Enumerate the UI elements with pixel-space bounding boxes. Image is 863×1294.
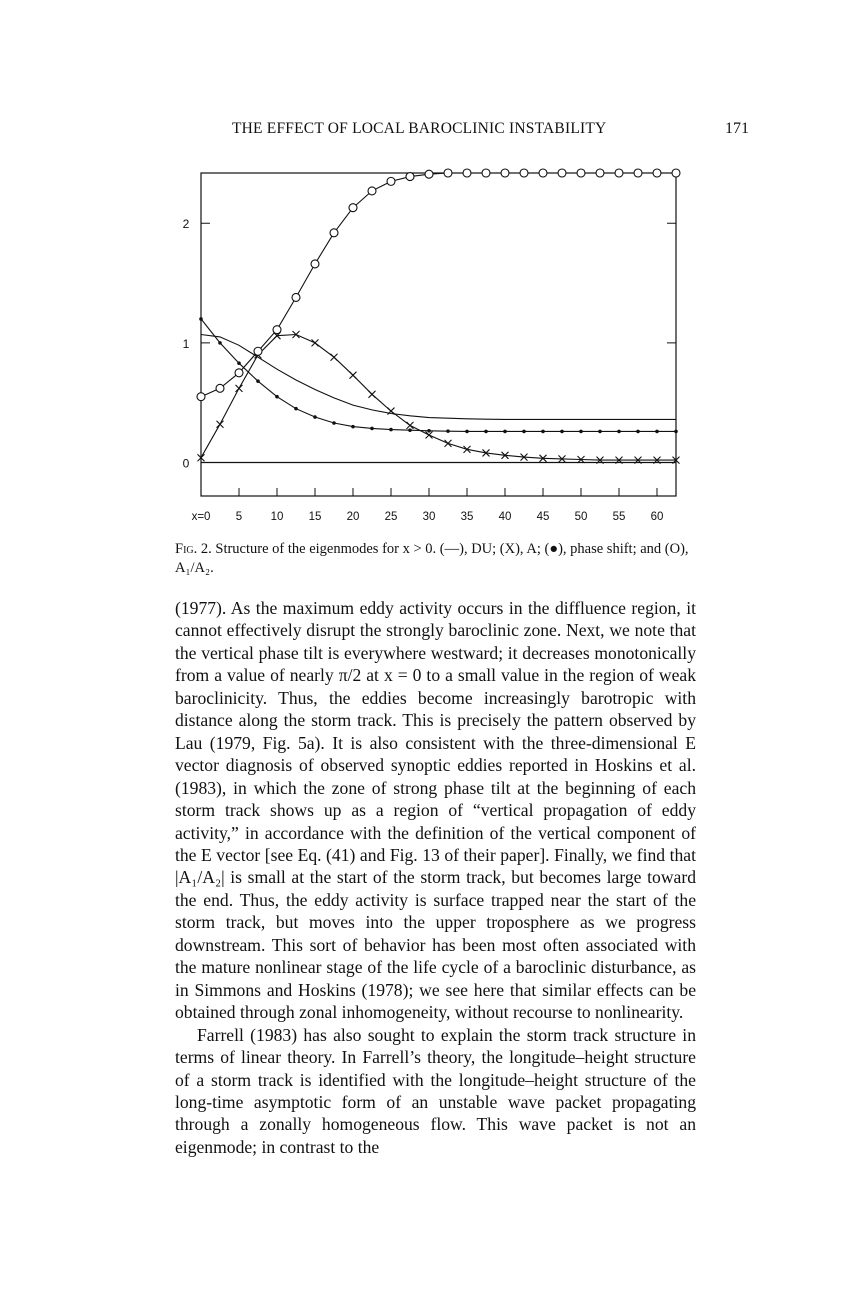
open-circle-marker	[425, 170, 433, 178]
filled-circle-marker	[579, 430, 583, 434]
paragraph-2: Farrell (1983) has also sought to explain the storm track structure in terms of linear theory. In Farrell’s theory, the longitude–height structure of a storm track is identified with the longitude–height structure of the long-time asymptotic form of an unstable wave packet propagating through a zonally homogeneous flow. This wave packet is not an eigenmode; in contrast to the	[175, 1024, 696, 1157]
running-head	[0, 120, 863, 142]
filled-circle-marker	[294, 407, 298, 411]
open-circle-marker	[387, 177, 395, 185]
filled-circle-marker	[199, 317, 203, 321]
filled-circle-marker	[313, 415, 317, 419]
open-circle-marker	[501, 169, 509, 177]
filled-circle-marker	[351, 425, 355, 429]
series-line-2	[201, 335, 676, 461]
figure-2	[0, 160, 863, 540]
open-circle-marker	[368, 187, 376, 195]
filled-circle-marker	[522, 430, 526, 434]
axes	[183, 217, 676, 523]
filled-circle-marker	[541, 430, 545, 434]
x-marker	[445, 440, 452, 447]
open-circle-marker	[406, 173, 414, 181]
open-circle-marker	[577, 169, 585, 177]
x-tick-label: 25	[384, 511, 398, 523]
x-tick-label: 50	[574, 511, 588, 523]
x-tick-label: 30	[422, 511, 436, 523]
filled-circle-marker	[465, 430, 469, 434]
filled-circle-marker	[427, 429, 431, 433]
body-text	[175, 597, 696, 1158]
eigenmode-structure-chart	[0, 160, 863, 540]
filled-circle-marker	[332, 421, 336, 425]
filled-circle-marker	[617, 430, 621, 434]
x-tick-label: 40	[498, 511, 512, 523]
open-circle-marker	[254, 347, 262, 355]
caption-text: Structure of the eigenmodes for x > 0. (—), DU; (X), A; (●), phase shift; and (O), A₁/A₂.	[175, 541, 689, 576]
open-circle-marker	[596, 169, 604, 177]
open-circle-marker	[216, 384, 224, 392]
open-circle-marker	[672, 169, 680, 177]
filled-circle-marker	[484, 430, 488, 434]
open-circle-marker	[539, 169, 547, 177]
open-circle-marker	[653, 169, 661, 177]
x-marker	[217, 421, 224, 428]
filled-circle-marker	[598, 430, 602, 434]
x-tick-label: x=0	[191, 511, 211, 523]
filled-circle-marker	[655, 430, 659, 434]
series-line-1	[201, 335, 676, 420]
x-tick-label: 5	[235, 511, 243, 523]
open-circle-marker	[273, 326, 281, 334]
y-tick-label: 2	[182, 217, 190, 232]
y-tick-label: 1	[182, 336, 190, 351]
x-tick-label: 20	[346, 511, 360, 523]
open-circle-marker	[482, 169, 490, 177]
open-circle-marker	[634, 169, 642, 177]
filled-circle-marker	[446, 429, 450, 433]
open-circle-marker	[463, 169, 471, 177]
x-tick-label: 55	[612, 511, 626, 523]
filled-circle-marker	[674, 430, 678, 434]
open-circle-marker	[349, 204, 357, 212]
running-title: THE EFFECT OF LOCAL BAROCLINIC INSTABILITY	[232, 120, 607, 137]
caption-label: Fig. 2.	[175, 541, 212, 557]
series-line-4	[201, 173, 676, 397]
filled-circle-marker	[389, 428, 393, 432]
open-circle-marker	[615, 169, 623, 177]
x-tick-label: 15	[308, 511, 322, 523]
filled-circle-marker	[275, 395, 279, 399]
filled-circle-marker	[408, 428, 412, 432]
page-number: 171	[725, 120, 749, 137]
open-circle-marker	[311, 260, 319, 268]
paragraph-1: (1977). As the maximum eddy activity occurs in the diffluence region, it cannot effectively disrupt the strongly baroclinic zone. Next, we note that the vertical phase tilt is everywhere westward; it decreases monotonically from a value of nearly π/2 at x = 0 to a small value in the region of weak baroclinicity. Thus, the eddies become increasingly barotropic with distance along the storm track. This is precisely the pattern observed by Lau (1979, Fig. 5a). It is also consistent with the three-dimensional E vector diagnosis of observed synoptic eddies reported in Hoskins et al. (1983), in which the zone of strong phase tilt at the beginning of each storm track shows up as a region of “vertical propagation of eddy activity,” in accordance with the definition of the vertical component of the E vector [see Eq. (41) and Fig. 13 of their paper]. Finally, we find that |A₁/A₂| is small at the start of the storm track, but becomes large toward the end. Thus, the eddy activity is surface trapped near the start of the storm track, but moves into the upper troposphere as we progress downstream. This sort of behavior has been most often associated with the mature nonlinear stage of the life cycle of a baroclinic disturbance, as in Simmons and Hoskins (1978); we see here that similar effects can be obtained through zonal inhomogeneity, without recourse to nonlinearity.	[175, 598, 696, 1023]
x-marker	[369, 391, 376, 398]
x-marker	[312, 339, 319, 346]
x-marker	[407, 422, 414, 429]
open-circle-marker	[520, 169, 528, 177]
y-tick-label: 0	[182, 456, 190, 471]
x-marker	[236, 385, 243, 392]
filled-circle-marker	[237, 361, 241, 365]
filled-circle-marker	[370, 427, 374, 431]
filled-circle-marker	[218, 341, 222, 345]
x-marker	[331, 354, 338, 361]
series-group	[197, 169, 680, 464]
x-tick-label: 45	[536, 511, 550, 523]
open-circle-marker	[444, 169, 452, 177]
x-tick-label: 60	[650, 511, 664, 523]
filled-circle-marker	[560, 430, 564, 434]
open-circle-marker	[558, 169, 566, 177]
open-circle-marker	[330, 229, 338, 237]
filled-circle-marker	[636, 430, 640, 434]
x-marker	[350, 372, 357, 379]
x-tick-label: 35	[460, 511, 474, 523]
open-circle-marker	[197, 393, 205, 401]
open-circle-marker	[292, 293, 300, 301]
filled-circle-marker	[256, 379, 260, 383]
x-tick-label: 10	[270, 511, 284, 523]
filled-circle-marker	[503, 430, 507, 434]
figure-caption	[175, 540, 695, 578]
open-circle-marker	[235, 369, 243, 377]
